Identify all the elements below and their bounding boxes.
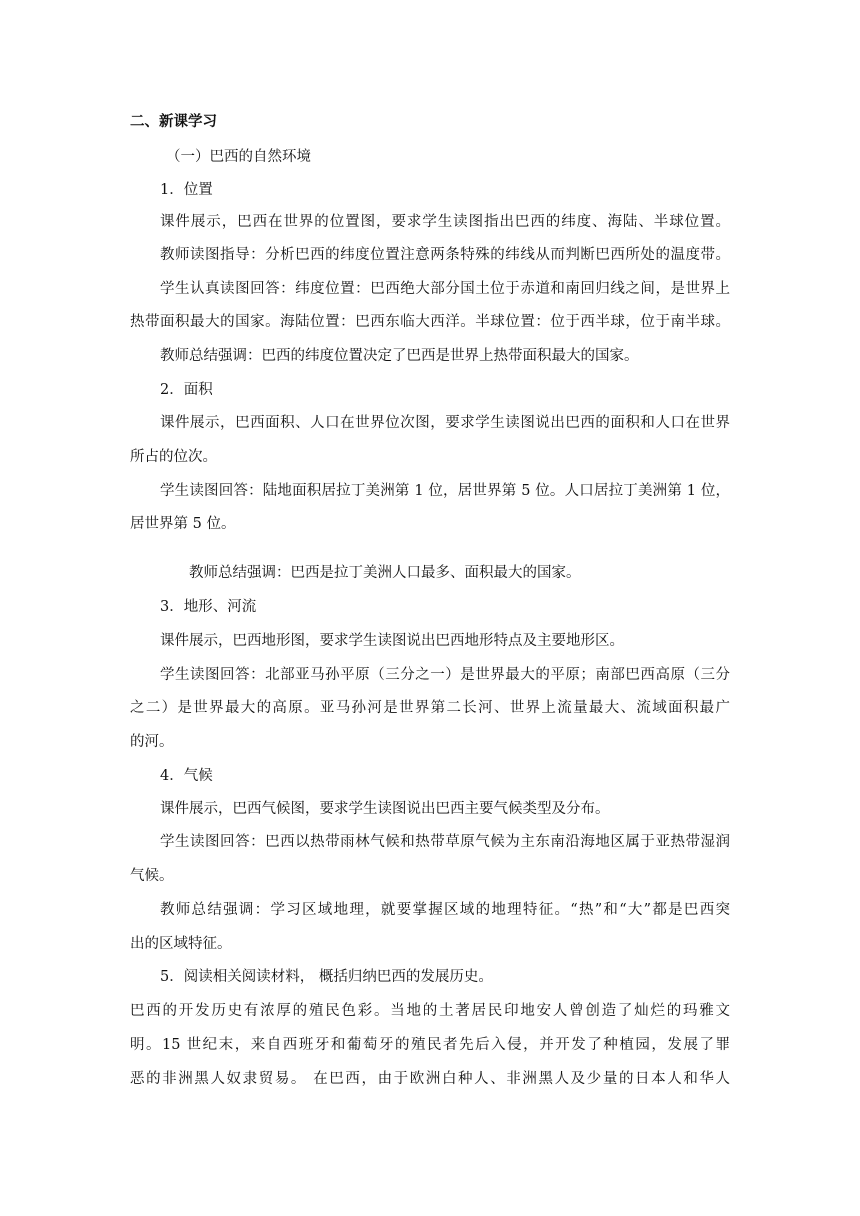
- paragraph-line: 学生读图回答：陆地面积居拉丁美洲第 1 位，居世界第 5 位。人口居拉丁美洲第 1 位，: [160, 483, 730, 499]
- paragraph-line: 教师读图指导：分析巴西的纬度位置注意两条特殊的纬线从而判断巴西所处的温度带。: [160, 247, 730, 263]
- paragraph-line: 恶的非洲黑人奴隶贸易。 在巴西，由于欧洲白种人、非洲黑人及少量的日本人和华人: [130, 1071, 730, 1087]
- section-heading: 二、新课学习: [130, 113, 217, 130]
- paragraph-line: 学生读图回答：北部亚马孙平原（三分之一）是世界最大的平原；南部巴西高原（三分: [160, 667, 730, 683]
- paragraph-line: 热带面积最大的国家。海陆位置：巴西东临大西洋。半球位置：位于西半球，位于南半球。: [130, 314, 730, 330]
- paragraph-line: 课件展示，巴西面积、人口在世界位次图，要求学生读图说出巴西的面积和人口在世界: [160, 415, 730, 431]
- subsection-heading: （一）巴西的自然环境: [166, 149, 311, 165]
- item-heading-climate: 4．气候: [160, 768, 213, 784]
- paragraph-line: 课件展示，巴西气候图，要求学生读图说出巴西主要气候类型及分布。: [160, 801, 610, 817]
- paragraph-line: 之二）是世界最大的高原。亚马孙河是世界第二长河、世界上流量最大、流域面积最广: [130, 700, 730, 716]
- paragraph-line: 学生读图回答：巴西以热带雨林气候和热带草原气候为主东南沿海地区属于亚热带湿润: [160, 834, 730, 850]
- paragraph-line: 出的区域特征。: [130, 936, 232, 952]
- item-heading-location: 1．位置: [160, 182, 213, 198]
- paragraph-line: 的河。: [130, 734, 174, 750]
- paragraph-line: 课件展示，巴西在世界的位置图，要求学生读图指出巴西的纬度、海陆、半球位置。: [160, 214, 730, 230]
- paragraph-line: 明。15 世纪末，来自西班牙和葡萄牙的殖民者先后入侵，并开发了种植园，发展了罪: [130, 1037, 730, 1053]
- item-heading-terrain: 3．地形、河流: [160, 599, 257, 615]
- paragraph-line: 居世界第 5 位。: [130, 516, 236, 532]
- item-heading-history: 5．阅读相关阅读材料， 概括归纳巴西的发展历史。: [160, 969, 493, 985]
- paragraph-line: 教师总结强调：巴西是拉丁美洲人口最多、面积最大的国家。: [189, 565, 581, 581]
- paragraph-line: 所占的位次。: [130, 449, 217, 465]
- item-heading-area: 2．面积: [160, 382, 213, 398]
- paragraph-line: 气候。: [130, 868, 174, 884]
- paragraph-line: 巴西的开发历史有浓厚的殖民色彩。当地的土著居民印地安人曾创造了灿烂的玛雅文: [130, 1003, 730, 1019]
- paragraph-line: 学生认真读图回答：纬度位置：巴西绝大部分国土位于赤道和南回归线之间，是世界上: [160, 281, 730, 297]
- paragraph-line: 教师总结强调：巴西的纬度位置决定了巴西是世界上热带面积最大的国家。: [160, 348, 639, 364]
- paragraph-line: 教师总结强调：学习区域地理，就要掌握区域的地理特征。“热”和“大”都是巴西突: [160, 902, 730, 918]
- paragraph-line: 课件展示，巴西地形图，要求学生读图说出巴西地形特点及主要地形区。: [160, 633, 624, 649]
